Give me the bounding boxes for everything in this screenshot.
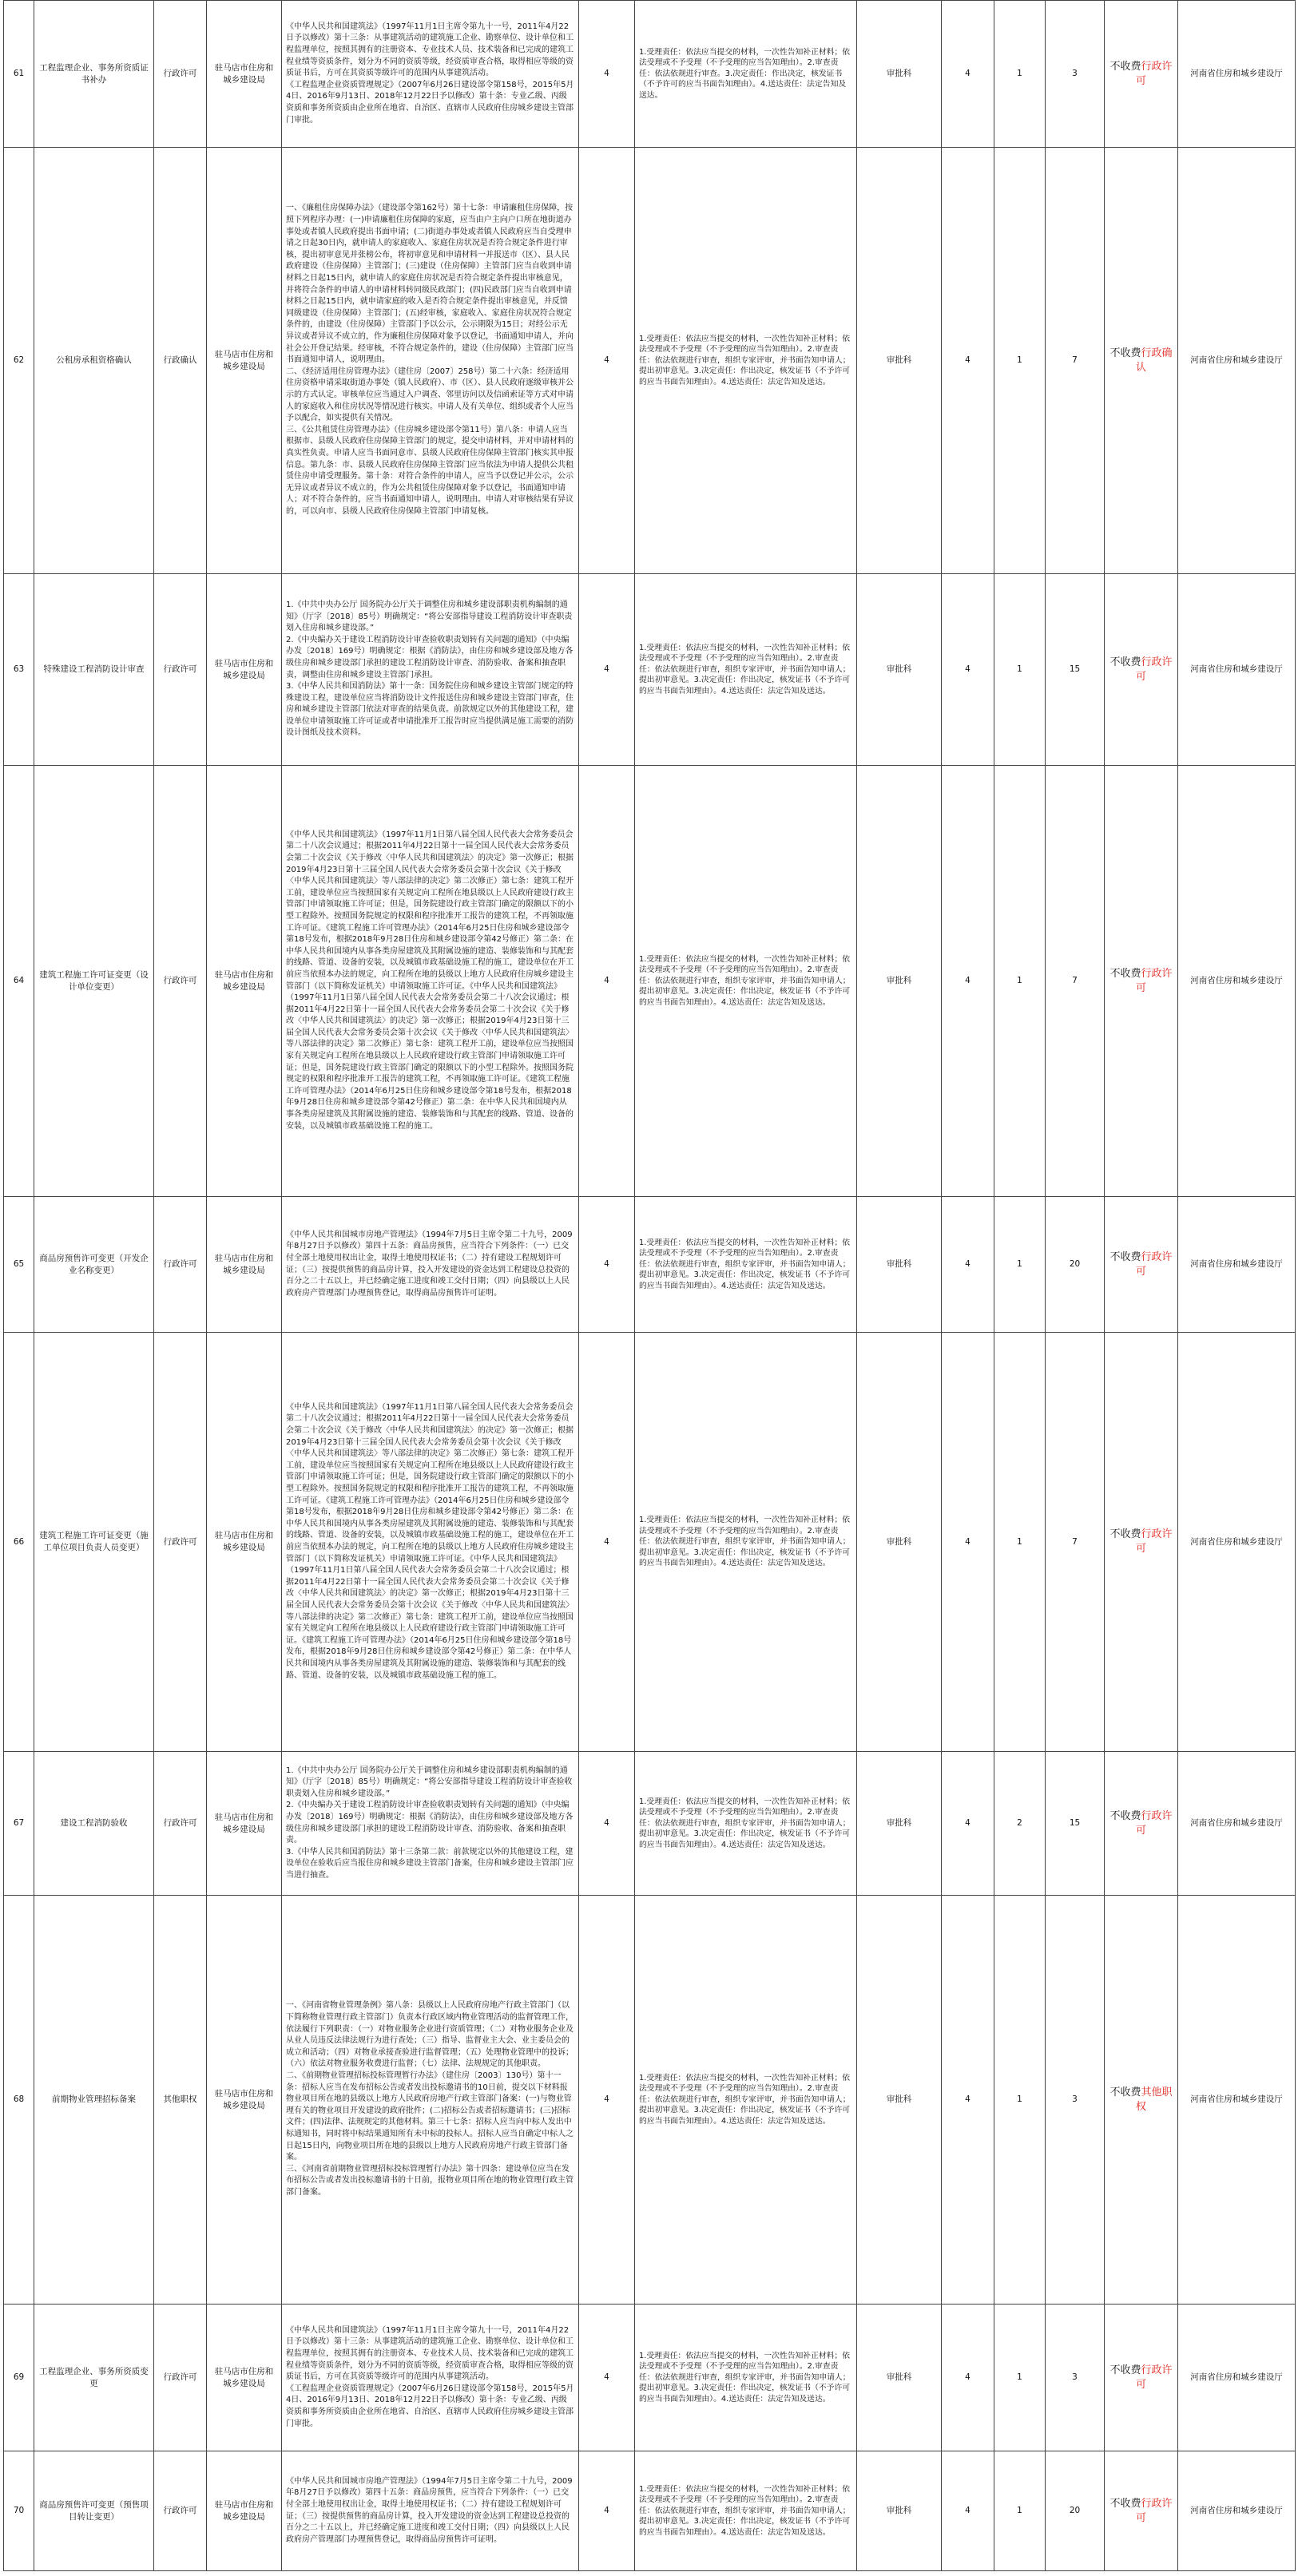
item-type: 行政许可 [154,1197,207,1333]
fee-prefix: 不收费 [1109,656,1141,668]
item-name: 公租房承租资格确认 [34,148,154,574]
item-type: 行政许可 [154,1752,207,1896]
item-number: 69 [4,2305,34,2451]
table-row [4,2451,1296,2571]
item-name: 建筑工程施工许可证变更（设计单位变更） [34,766,154,1197]
item-responsibility: 1.受理责任：依法应当提交的材料，一次性告知补正材料；依法受理或不予受理（不予受理的应当告知理由）。2.审查责任：依法依规进行审查，组织专家评审，并书面告知申请人；提出初审意见。3.决定责任：作出决定，核发证书（不予许可的应当书面告知理由）。4.送达责任：法定告知及送达。 [635,766,857,1197]
item-authority: 河南省住房和城乡建设厅 [1178,1333,1296,1752]
item-type: 其他职权 [154,1896,207,2305]
item-department: 驻马店市住房和城乡建设局 [207,2305,282,2451]
item-type: 行政许可 [154,766,207,1197]
item-authority: 河南省住房和城乡建设厅 [1178,1896,1296,2305]
item-department: 驻马店市住房和城乡建设局 [207,148,282,574]
item-legal-basis [282,574,579,766]
item-type: 行政许可 [154,1333,207,1752]
item-kind: 4 [942,1,994,148]
item-legal-basis [282,1752,579,1896]
item-responsibility: 1.受理责任：依法应当提交的材料，一次性告知补正材料；依法受理或不予受理（不予受理的应当告知理由）。2.审查责任：依法依规进行审查，组织专家评审，并书面告知申请人；提出初审意见。3.决定责任：作出决定，核发证书（不予许可的应当书面告知理由）。4.送达责任：法定告知及送达。 [635,1752,857,1896]
basis-text: 《中华人民共和国建筑法》（1997年11月1日第八届全国人民代表大会常务委员会第二十八次会议通过；根据2011年4月22日第十一届全国人民代表大会常务委员会第二十次会议《关于修改〈中华人民共和国建筑法〉的决定》第一次修正；根据2019年4月23日第十三届全国人民代表大会常务委员会第十次会议《关于修改〈中华人民共和国建筑法〉等八部法律的决定》第二次修正）第七条：建筑工程开工前，建设单位应当按照国家有关规定向工程所在地县级以上人民政府建设行政主管部门申请领取施工许可证；但是，国务院建设行政主管部门确定的限额以下的小型工程除外。按照国务院规定的权限和程序批准开工报告的建筑工程，不再领取施工许可证。《建筑工程施工许可管理办法》（2014年6月25日住房和城乡建设部令第18号发布，根据2018年9月28日住房和城乡建设部令第42号修正）第二条：在中华人民共和国境内从事各类房屋建筑及其附属设施的建造、装修装饰和与其配套的线路、管道、设备的安装，以及城镇市政基础设施工程的施工，建设单位在开工前应当依照本办法的规定，向工程所在地的县级以上地方人民政府住房城乡建设主管部门（以下简称发证机关）申请领取施工许可证。《中华人民共和国建筑法》（1997年11月1日第八届全国人民代表大会常务委员会第二十八次会议通过；根据2011年4月22日第十一届全国人民代表大会常务委员会第二十次会议《关于修改〈中华人民共和国建筑法〉的决定》第一次修正；根据2019年4月23日第十三届全国人民代表大会常务委员会第十次会议《关于修改〈中华人民共和国建筑法〉等八部法律的决定》第二次修正）第七条：建筑工程开工前，建设单位应当按照国家有关规定向工程所在地县级以上人民政府建设行政主管部门申请领取施工许可证；但是，国务院建设行政主管部门确定的限额以下的小型工程除外。按照国务院规定的权限和程序批准开工报告的建筑工程，不再领取施工许可证。《建筑工程施工许可管理办法》（2014年6月25日住房和城乡建设部令第18号发布，根据2018年9月28日住房和城乡建设部令第42号修正）第二条：在中华人民共和国境内从事各类房屋建筑及其附属设施的建造、装修装饰和与其配套的线路、管道、设备的安装，以及城镇市政基础设施工程的施工。 [286,830,574,1131]
item-count: 1 [994,1197,1046,1333]
item-authority: 河南省住房和城乡建设厅 [1178,766,1296,1197]
table-row [4,1896,1296,2305]
item-authority: 河南省住房和城乡建设厅 [1178,1,1296,148]
item-responsibility: 1.受理责任：依法应当提交的材料，一次性告知补正材料；依法受理或不予受理（不予受理的应当告知理由）。2.审查责任：依法依规进行审查，组织专家评审，并书面告知申请人；提出初审意见。3.决定责任：作出决定，核发证书（不予许可的应当书面告知理由）。4.送达责任：法定告知及送达。 [635,1197,857,1333]
power-list-table [3,0,1296,2571]
item-office: 审批科 [857,574,942,766]
item-kind: 4 [942,1197,994,1333]
fee-prefix: 不收费 [1109,2364,1141,2376]
item-fee [1105,1333,1178,1752]
table-body [4,1,1296,2571]
item-authority: 河南省住房和城乡建设厅 [1178,1752,1296,1896]
item-type: 行政许可 [154,1,207,148]
item-legal-basis [282,1,579,148]
item-kind: 4 [942,1752,994,1896]
item-number: 67 [4,1752,34,1896]
item-kind: 4 [942,766,994,1197]
item-legal-basis [282,2305,579,2451]
item-department: 驻马店市住房和城乡建设局 [207,574,282,766]
item-number: 65 [4,1197,34,1333]
item-fee [1105,1752,1178,1896]
fee-category: 行政许可 [1135,656,1173,683]
table-row [4,1197,1296,1333]
item-kind: 4 [942,148,994,574]
item-fee [1105,766,1178,1197]
basis-text: 《中华人民共和国建筑法》（1997年11月1日第八届全国人民代表大会常务委员会第二十八次会议通过；根据2011年4月22日第十一届全国人民代表大会常务委员会第二十次会议《关于修改〈中华人民共和国建筑法〉的决定》第一次修正；根据2019年4月23日第十三届全国人民代表大会常务委员会第十次会议《关于修改〈中华人民共和国建筑法〉等八部法律的决定》第二次修正）第七条：建筑工程开工前，建设单位应当按照国家有关规定向工程所在地县级以上人民政府建设行政主管部门申请领取施工许可证；但是，国务院建设行政主管部门确定的限额以下的小型工程除外。按照国务院规定的权限和程序批准开工报告的建筑工程，不再领取施工许可证。《建筑工程施工许可管理办法》（2014年6月25日住房和城乡建设部令第18号发布，根据2018年9月28日住房和城乡建设部令第42号修正）第二条：在中华人民共和国境内从事各类房屋建筑及其附属设施的建造、装修装饰和与其配套的线路、管道、设备的安装，以及城镇市政基础设施工程的施工，建设单位在开工前应当依照本办法的规定，向工程所在地的县级以上地方人民政府住房城乡建设主管部门（以下简称发证机关）申请领取施工许可证。《中华人民共和国建筑法》（1997年11月1日第八届全国人民代表大会常务委员会第二十八次会议通过；根据2011年4月22日第十一届全国人民代表大会常务委员会第二十次会议《关于修改〈中华人民共和国建筑法〉的决定》第一次修正；根据2019年4月23日第十三届全国人民代表大会常务委员会第十次会议《关于修改〈中华人民共和国建筑法〉等八部法律的决定》第二次修正）第七条：建筑工程开工前，建设单位应当按照国家有关规定向工程所在地县级以上人民政府建设行政主管部门申请领取施工许可证。《建筑工程施工许可管理办法》（2014年6月25日住房和城乡建设部令第18号发布，根据2018年9月28日住房和城乡建设部令第42号修正）第二条：在中华人民共和国境内从事各类房屋建筑及其附属设施的建造、装修装饰和与其配套的线路、管道、设备的安装，以及城镇市政基础设施工程的施工。 [286,1402,574,1680]
item-office: 审批科 [857,1896,942,2305]
table-row [4,2305,1296,2451]
item-responsibility: 1.受理责任：依法应当提交的材料，一次性告知补正材料；依法受理或不予受理（不予受理的应当告知理由）。2.审查责任：依法依规进行审查。3.决定责任：作出决定，核发证书（不予许可的应当书面告知理由）。4.送达责任：法定告知及送达。 [635,1,857,148]
item-days: 3 [1046,1896,1105,2305]
item-count: 1 [994,2451,1046,2571]
item-level: 4 [579,2305,635,2451]
item-responsibility: 1.受理责任：依法应当提交的材料，一次性告知补正材料；依法受理或不予受理（不予受理的应当告知理由）。2.审查责任：依法依规进行审查，组织专家评审，并书面告知申请人；提出初审意见。3.决定责任：作出决定，核发证书（不予许可的应当书面告知理由）。4.送达责任：法定告知及送达。 [635,148,857,574]
fee-prefix: 不收费 [1109,1528,1141,1540]
item-level: 4 [579,2451,635,2571]
item-responsibility: 1.受理责任：依法应当提交的材料，一次性告知补正材料；依法受理或不予受理（不予受理的应当告知理由）。2.审查责任：依法依规进行审查，组织专家评审，并书面告知申请人；提出初审意见。3.决定责任：作出决定，核发证书（不予许可的应当书面告知理由）。4.送达责任：法定告知及送达。 [635,2451,857,2571]
item-count: 1 [994,1,1046,148]
item-name: 建设工程消防验收 [34,1752,154,1896]
item-count: 1 [994,1896,1046,2305]
table-row [4,1333,1296,1752]
item-name: 工程监理企业、事务所资质变更 [34,2305,154,2451]
item-kind: 4 [942,1333,994,1752]
item-number: 70 [4,2451,34,2571]
item-type: 行政确认 [154,148,207,574]
item-name: 前期物业管理招标备案 [34,1896,154,2305]
basis-text: 《中华人民共和国建筑法》（1997年11月1日主席令第九十一号，2011年4月22日予以修改）第十三条：从事建筑活动的建筑施工企业、勘察单位、设计单位和工程监理单位，按照其拥有的注册资本、专业技术人员、技术装备和已完成的建筑工程业绩等资质条件，划分为不同的资质等级，经资质审查合格，取得相应等级的资质证书后，方可在其资质等级许可的范围内从事建筑活动。 《工程监理企业资质管理规定》（2007年6月26日建设部令第158号，2015年5月4日、2016年9月13日、2018年12月22日予以修改）第十条：专业乙级、丙级资质和事务所资质由企业所在地省、自治区、直辖市人民政府住房城乡建设主管部门审批。 [286,2325,574,2428]
fee-category: 行政许可 [1135,967,1173,994]
fee-prefix: 不收费 [1109,2497,1141,2510]
item-department: 驻马店市住房和城乡建设局 [207,1896,282,2305]
item-level: 4 [579,574,635,766]
basis-text: 《中华人民共和国建筑法》（1997年11月1日主席令第九十一号，2011年4月22日予以修改）第十三条：从事建筑活动的建筑施工企业、勘察单位、设计单位和工程监理单位，按照其拥有的注册资本、专业技术人员、技术装备和已完成的建筑工程业绩等资质条件，划分为不同的资质等级，经资质审查合格，取得相应等级的资质证书后，方可在其资质等级许可的范围内从事建筑活动。 《工程监理企业资质管理规定》（2007年6月26日建设部令第158号，2015年5月4日、2016年9月13日、2018年12月22日予以修改）第十条：专业乙级、丙级资质和事务所资质由企业所在地省、自治区、直辖市人民政府住房城乡建设主管部门审批。 [286,22,574,125]
item-level: 4 [579,1896,635,2305]
item-fee [1105,2451,1178,2571]
table-row [4,148,1296,574]
item-name: 工程监理企业、事务所资质证书补办 [34,1,154,148]
fee-prefix: 不收费 [1109,1250,1141,1263]
item-level: 4 [579,1752,635,1896]
item-legal-basis [282,2451,579,2571]
item-type: 行政许可 [154,574,207,766]
basis-text: 《中华人民共和国城市房地产管理法》（1994年7月5日主席令第二十九号，2009年8月27日予以修改）第四十五条：商品房预售，应当符合下列条件：（一）已交付全部土地使用权出让金，取得土地使用权证书；（二）持有建设工程规划许可证；（三）按提供预售的商品房计算，投入开发建设的资金达到工程建设总投资的百分之二十五以上，并已经确定施工进度和竣工交付日期；（四）向县级以上人民政府房产管理部门办理预售登记，取得商品房预售许可证明。 [286,2476,573,2544]
item-count: 1 [994,574,1046,766]
item-kind: 4 [942,2451,994,2571]
item-kind: 4 [942,2305,994,2451]
item-number: 61 [4,1,34,148]
fee-prefix: 不收费 [1109,1809,1141,1822]
table-row [4,574,1296,766]
item-authority: 河南省住房和城乡建设厅 [1178,2451,1296,2571]
item-fee [1105,1896,1178,2305]
item-number: 63 [4,574,34,766]
basis-text: 《中华人民共和国城市房地产管理法》（1994年7月5日主席令第二十九号，2009年8月27日予以修改）第四十五条：商品房预售，应当符合下列条件：（一）已交付全部土地使用权出让金，取得土地使用权证书；（二）持有建设工程规划许可证；（三）按提供预售的商品房计算，投入开发建设的资金达到工程建设总投资的百分之二十五以上，并已经确定施工进度和竣工交付日期；（四）向县级以上人民政府房产管理部门办理预售登记，取得商品房预售许可证明。 [286,1230,573,1298]
item-office: 审批科 [857,1197,942,1333]
item-level: 4 [579,1197,635,1333]
item-authority: 河南省住房和城乡建设厅 [1178,1197,1296,1333]
item-name: 商品房预售许可变更（开发企业名称变更） [34,1197,154,1333]
item-name: 建筑工程施工许可证变更（施工单位项目负责人员变更） [34,1333,154,1752]
item-days: 7 [1046,1333,1105,1752]
item-days: 7 [1046,148,1105,574]
table-row [4,1,1296,148]
item-number: 68 [4,1896,34,2305]
item-count: 1 [994,1333,1046,1752]
item-fee [1105,148,1178,574]
item-count: 1 [994,766,1046,1197]
fee-category: 行政许可 [1135,2364,1173,2391]
item-name: 特殊建设工程消防设计审查 [34,574,154,766]
fee-category: 行政许可 [1135,2497,1173,2524]
fee-prefix: 不收费 [1109,60,1141,73]
item-fee [1105,1,1178,148]
item-responsibility: 1.受理责任：依法应当提交的材料，一次性告知补正材料；依法受理或不予受理（不予受理的应当告知理由）。2.审查责任：依法依规进行审查，组织专家评审，并书面告知申请人；提出初审意见。3.决定责任：作出决定，核发证书（不予许可的应当书面告知理由）。4.送达责任：法定告知及送达。 [635,1896,857,2305]
item-department: 驻马店市住房和城乡建设局 [207,1197,282,1333]
item-legal-basis [282,148,579,574]
item-department: 驻马店市住房和城乡建设局 [207,1,282,148]
item-kind: 4 [942,1896,994,2305]
item-office: 审批科 [857,1752,942,1896]
item-count: 1 [994,2305,1046,2451]
item-fee [1105,1197,1178,1333]
item-legal-basis [282,766,579,1197]
item-department: 驻马店市住房和城乡建设局 [207,766,282,1197]
item-count: 2 [994,1752,1046,1896]
fee-category: 行政许可 [1135,1528,1173,1555]
item-department: 驻马店市住房和城乡建设局 [207,1333,282,1752]
item-legal-basis [282,1333,579,1752]
item-office: 审批科 [857,1,942,148]
item-department: 驻马店市住房和城乡建设局 [207,2451,282,2571]
basis-text: 1.《中共中央办公厅 国务院办公厅关于调整住房和城乡建设部职责机构编制的通知》（厅字〔2018〕85号）明确规定：“将公安部指导建设工程消防设计审查验收职责划入住房和城乡建设部。” 2.《中央编办关于建设工程消防设计审查验收职责划转有关问题的通知》（中央编办发〔2018〕169号）明确规定：根据《消防法》，由住房和城乡建设部及地方各级住房和城乡建设部门承担的建设工程消防设计审查、消防验收、备案和抽查职责。 3.《中华人民共和国消防法》第十三条第二款：前款规定以外的其他建设工程，建设单位在验收后应当报住房和城乡建设主管部门备案，住房和城乡建设主管部门应当进行抽查。 [286,1766,574,1880]
table-row [4,766,1296,1197]
item-responsibility: 1.受理责任：依法应当提交的材料，一次性告知补正材料；依法受理或不予受理（不予受理的应当告知理由）。2.审查责任：依法依规进行审查，组织专家评审，并书面告知申请人；提出初审意见。3.决定责任：作出决定，核发证书（不予许可的应当书面告知理由）。4.送达责任：法定告知及送达。 [635,1333,857,1752]
item-office: 审批科 [857,766,942,1197]
item-responsibility: 1.受理责任：依法应当提交的材料，一次性告知补正材料；依法受理或不予受理（不予受理的应当告知理由）。2.审查责任：依法依规进行审查，组织专家评审，并书面告知申请人；提出初审意见。3.决定责任：作出决定，核发证书（不予许可的应当书面告知理由）。4.送达责任：法定告知及送达。 [635,2305,857,2451]
item-count: 1 [994,148,1046,574]
fee-prefix: 不收费 [1109,347,1141,359]
fee-category: 其他职权 [1135,2086,1173,2113]
fee-prefix: 不收费 [1109,2086,1141,2098]
item-department: 驻马店市住房和城乡建设局 [207,1752,282,1896]
fee-category: 行政许可 [1135,1809,1173,1837]
item-days: 7 [1046,766,1105,1197]
fee-category: 行政许可 [1135,60,1173,87]
item-fee [1105,2305,1178,2451]
fee-category: 行政确认 [1135,347,1173,374]
item-type: 行政许可 [154,2451,207,2571]
fee-prefix: 不收费 [1109,967,1141,980]
item-days: 15 [1046,574,1105,766]
item-authority: 河南省住房和城乡建设厅 [1178,148,1296,574]
item-number: 64 [4,766,34,1197]
item-days: 20 [1046,2451,1105,2571]
table-row [4,1752,1296,1896]
basis-text: 1.《中共中央办公厅 国务院办公厅关于调整住房和城乡建设部职责机构编制的通知》（厅字〔2018〕85号）明确规定：“将公安部指导建设工程消防设计审查职责划入住房和城乡建设部。” 2.《中央编办关于建设工程消防设计审查验收职责划转有关问题的通知》（中央编办发〔2018〕169号）明确规定：根据《消防法》，由住房和城乡建设部及地方各级住房和城乡建设部门承担的建设工程消防设计审查、消防验收、备案和抽查职责，调整由住房和城乡建设主管部门承担。 3.《中华人民共和国消防法》第十一条：国务院住房和城乡建设主管部门规定的特殊建设工程，建设单位应当将消防设计文件报送住房和城乡建设主管部门审查，住房和城乡建设主管部门依法对审查的结果负责。前款规定以外的其他建设工程，建设单位申请领取施工许可证或者申请批准开工报告时应当提供满足施工需要的消防设计图纸及技术资料。 [286,600,574,738]
item-level: 4 [579,1333,635,1752]
item-number: 62 [4,148,34,574]
item-days: 3 [1046,1,1105,148]
item-legal-basis [282,1197,579,1333]
basis-text: 一、《河南省物业管理条例》第八条：县级以上人民政府房地产行政主管部门（以下简称物业管理行政主管部门）负责本行政区域内物业管理活动的监督管理工作，依法履行下列职责：（一）对物业服务企业进行资质管理；（二）对物业服务企业及从业人员违反法律法规行为进行查处；（三）指导、监督业主大会、业主委员会的成立和活动；（四）对物业承接查验进行监督管理；（五）处理物业管理中的投诉；（六）依法对物业服务收费进行监督；（七）法律、法规规定的其他职责。 二、《前期物业管理招标投标管理暂行办法》（建住房〔2003〕130号）第十一条：招标人应当在发布招标公告或者发出投标邀请书的10日前，提交以下材料报物业项目所在地的县级以上地方人民政府房地产行政主管部门备案：(一)与物业管理有关的物业项目开发建设的政府批件；(二)招标公告或者招标邀请书；(三)招标文件；(四)法律、法规规定的其他材料。第三十七条：招标人应当向中标人发出中标通知书，同时将中标结果通知所有未中标的投标人。招标人应当自确定中标人之日起15日内，向物业项目所在地的县级以上地方人民政府房地产行政主管部门备案。 三、《河南省前期物业管理招标投标管理暂行办法》第十四条：建设单位应当在发布招标公告或者发出投标邀请书的十日前，报物业项目所在地的物业管理行政主管部门备案。 [286,2001,574,2197]
item-legal-basis [282,1896,579,2305]
basis-text: 一、《廉租住房保障办法》（建设部令第162号）第十七条：申请廉租住房保障，按照下列程序办理：(一)申请廉租住房保障的家庭，应当由户主向户口所在地街道办事处或者镇人民政府提出书面申请；(二)街道办事处或者镇人民政府应当自受理申请之日起30日内，就申请人的家庭收入、家庭住房状况是否符合规定条件进行审核，提出初审意见并张榜公布，将初审意见和申请材料一并报送市（区）、县人民政府建设（住房保障）主管部门；(三)建设（住房保障）主管部门应当自收到申请材料之日起15日内，就申请人的家庭住房状况是否符合规定条件提出审核意见，并将符合条件的申请人的申请材料转同级民政部门；(四)民政部门应当自收到申请材料之日起15日内，就申请家庭的收入是否符合规定条件提出审核意见，并反馈同级建设（住房保障）主管部门；(五)经审核，家庭收入、家庭住房状况符合规定条件的，由建设（住房保障）主管部门予以公示，公示期限为15日；对经公示无异议或者异议不成立的，作为廉租住房保障对象予以登记，书面通知申请人，并向社会公开登记结果。经审核，不符合规定条件的，建设（住房保障）主管部门应当书面通知申请人，说明理由。 二、《经济适用住房管理办法》（建住房〔2007〕258号）第二十六条：经济适用住房资格申请采取街道办事处（镇人民政府）、市（区）、县人民政府逐级审核并公示的方式认定。审核单位应当通过入户调查、邻里访问以及信函索证等方式对申请人的家庭收入和住房状况等情况进行核实。申请人及有关单位、组织或者个人应当予以配合，如实提供有关情况。 三、《公共租赁住房管理办法》（住房城乡建设部令第11号）第八条：申请人应当根据市、县级人民政府住房保障主管部门的规定，提交申请材料，并对申请材料的真实性负责。申请人应当书面同意市、县级人民政府住房保障主管部门核实其申报信息。第九条：市、县级人民政府住房保障主管部门应当依法为申请人提供公共租赁住房申请受理服务。第十条：对符合条件的申请人，应当予以登记并公示，公示无异议或者异议不成立的，作为公共租赁住房保障对象予以登记，书面通知申请人；对不符合条件的，应当书面通知申请人，说明理由。申请人对审核结果有异议的，可以向市、县级人民政府住房保障主管部门申请复核。 [286,204,574,516]
item-number: 66 [4,1333,34,1752]
item-days: 3 [1046,2305,1105,2451]
item-type: 行政许可 [154,2305,207,2451]
item-responsibility: 1.受理责任：依法应当提交的材料，一次性告知补正材料；依法受理或不予受理（不予受理的应当告知理由）。2.审查责任：依法依规进行审查，组织专家评审，并书面告知申请人；提出初审意见。3.决定责任：作出决定，核发证书（不予许可的应当书面告知理由）。4.送达责任：法定告知及送达。 [635,574,857,766]
item-authority: 河南省住房和城乡建设厅 [1178,574,1296,766]
item-level: 4 [579,766,635,1197]
item-office: 审批科 [857,148,942,574]
item-office: 审批科 [857,1333,942,1752]
item-fee [1105,574,1178,766]
item-office: 审批科 [857,2451,942,2571]
item-kind: 4 [942,574,994,766]
fee-category: 行政许可 [1135,1250,1173,1278]
item-office: 审批科 [857,2305,942,2451]
item-name: 商品房预售许可变更（预售项目转让变更） [34,2451,154,2571]
item-days: 15 [1046,1752,1105,1896]
item-level: 4 [579,1,635,148]
item-level: 4 [579,148,635,574]
item-days: 20 [1046,1197,1105,1333]
item-authority: 河南省住房和城乡建设厅 [1178,2305,1296,2451]
